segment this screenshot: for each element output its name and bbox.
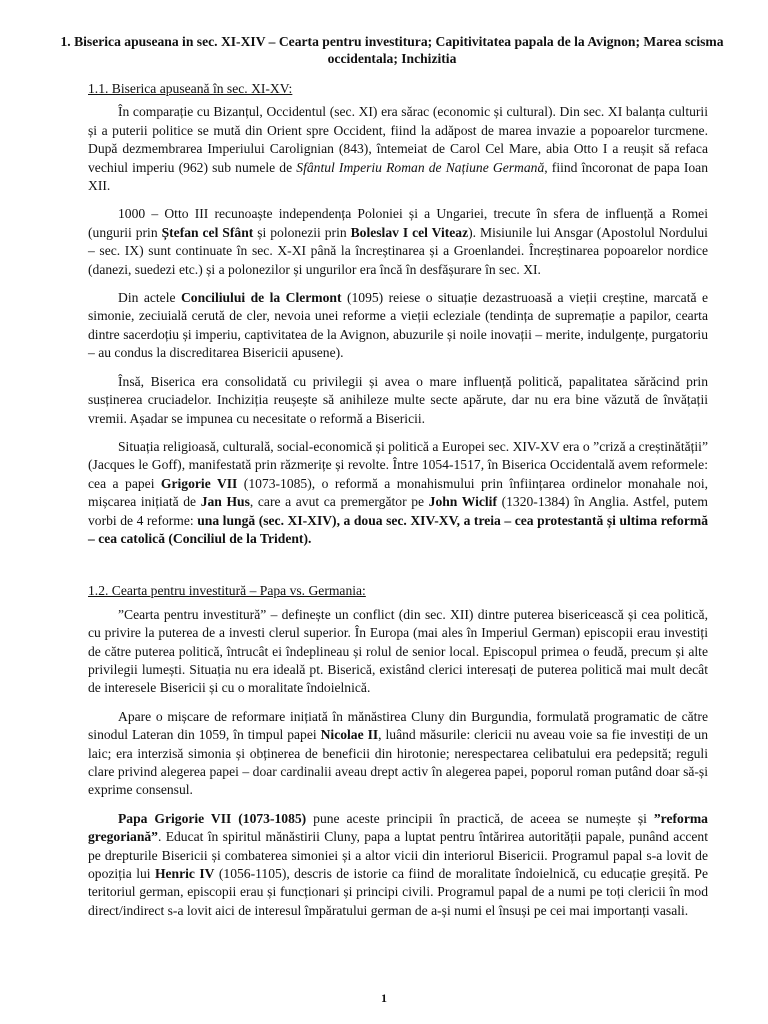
- text-run: , care a avut ca premergător pe: [249, 494, 429, 510]
- bold-text: Grigorie VII: [160, 475, 238, 491]
- paragraph: [88, 205, 708, 279]
- document-title: 1. Biserica apuseana in sec. XI-XIV – Cearta pentru investitura; Capitivitatea papala de la Avignon; Marea scisma occidentala; Inchizitia: [60, 34, 724, 66]
- text-run: În comparație cu Bizanțul, Occidentul (sec. XI) era sărac (economic și cultural). Din sec. XI balanța culturii și a puterii politice se mută din Orient spre Occident, fiind la adăpost de marea invazie a popoarelor turcmene. După dezmembrarea Imperiului Carolignian (843), întemeiat de Carol Cel Mare, abia Otto I a reușit să refaca vechiul imperiu (962) sub numele de: [88, 104, 708, 175]
- text-run: și polonezii prin: [253, 224, 351, 240]
- bold-text: Jan Hus: [200, 494, 250, 510]
- text-run: (1073-1085), o reformă a monahismului prin înființarea ordinelor monahale noi, mișcarea inițiată de: [88, 475, 708, 510]
- text-run: Însă, Biserica era consolidată cu privilegii și avea o mare influență politică, papalitatea sărăcind prin susținerea cruciadelor. Inchiziția reușește să anihileze multe secte apărute, dar nu era bine văzută de învățații vremii. Așadar se impunea cu necesitate o reformă a Bisericii.: [88, 373, 708, 426]
- bold-text: Boleslav I cel Viteaz: [350, 224, 469, 240]
- paragraph: [88, 103, 708, 195]
- text-run: , luând măsurile: clericii nu aveau voie sa fie investiți de un laic; era interzisă simonia și obținerea de beneficii din hirotonie; nerespectarea celibatului era pedepsită; reguli clare privind alegerea papei – doar cardinalii aveau drept activ în alegerea papei, poporul roman putând doar să-și exprime consensul.: [88, 727, 708, 798]
- section-heading: 1.2. Cearta pentru investitură – Papa vs. Germania:: [88, 583, 366, 599]
- paragraph: [88, 438, 708, 548]
- text-run: (1095) reiese o situație dezastruoasă a vieții creștine, marcată e simonie, zeciuială cerută de cler, nevoia unei reforme a vieții ecleziale (tendința de supremație a papilor, cearta dintre sacerdoțiu și imperiu, captivitatea de la Avignon, abuzurile și noile inovații – merite, indulgențe, purgatoriu – au condus la discreditarea Bisericii apusene).: [88, 290, 708, 361]
- bold-text: ”reforma gregoriană”: [88, 810, 708, 845]
- document-body: [88, 80, 708, 930]
- paragraph: [88, 810, 708, 920]
- text-run: . Educat în spiritul mănăstirii Cluny, papa a luptat pentru întărirea autorității papale, punând accent pe drepturile Bisericii și combaterea simoniei și a altor vicii din interiorul Bisericii. Programul papal s-a lovit de opoziția lui: [88, 829, 708, 882]
- bold-text: Papa Grigorie VII (1073-1085): [118, 810, 307, 826]
- bold-text: Ștefan cel Sfânt: [161, 224, 254, 240]
- paragraph: [88, 289, 708, 363]
- bold-text: John Wiclif: [428, 494, 497, 510]
- bold-text: Conciliului de la Clermont: [180, 290, 342, 306]
- section-1: [88, 80, 708, 548]
- paragraph: [88, 606, 708, 698]
- paragraph: [88, 373, 708, 428]
- page-number: 1: [381, 991, 387, 1005]
- bold-text: Nicolae II: [320, 727, 379, 743]
- text-run: (1320-1384) în Anglia. Astfel, putem vorbi de 4 reforme:: [88, 494, 709, 528]
- italic-text: Sfântul Imperiu Roman de Națiune Germană: [296, 159, 545, 175]
- section-heading: 1.1. Biserica apuseană în sec. XI-XV:: [88, 81, 293, 96]
- bold-text: Henric IV: [154, 866, 215, 882]
- text-run: Situația religioasă, culturală, social-economică și politică a Europei sec. XIV-XV era o ”criză a creștinătății” (Jacques le Goff), manifestată prin răzmerițe și revolte. Între 1054-1517, în Biserica Occidentală avem reformele: cea a papei: [88, 438, 708, 491]
- text-run: Apare o mișcare de reformare inițiată în mănăstirea Cluny din Burgundia, formulată programatic de către sinodul Lateran din 1059, în timpul papei: [88, 708, 708, 743]
- text-run: pune aceste principii în practică, de aceea se numește și: [306, 810, 654, 826]
- text-run: 1000 – Otto III recunoaște independența Poloniei și a Ungariei, trecute în sfera de influență a Romei (ungurii prin: [88, 206, 708, 240]
- text-run: ). Misiunile lui Ansgar (Apostolul Nordului – sec. IX) sunt continuate în sec. X-XI până la încreștinarea și a Groenlandei. Încreștinarea popoarelor nordice (danezi, suedezi etc.) și a polonezilor și ungurilor era încă în desfășurare în sec. XI.: [88, 224, 708, 277]
- text-run: ”Cearta pentru investitură” – definește un conflict (din sec. XII) dintre puterea bisericească și cea politică, cu privire la puterea de a investi clerul superior. În Europa (mai ales în Imperiul German) episcopii erau investiți de către puterea politică, întrucât ei îndeplineau și rolul de senior local. Episcopul primea o feudă, precum și alte privilegii lumești. Situația nu era ideală pt. Biserică, existând clerici interesați de puterea politică mai mult decât de interesele Bisericii și cu o moralitate îndoielnică.: [88, 606, 708, 696]
- paragraph: [88, 708, 708, 800]
- text-run: Din actele: [118, 290, 181, 306]
- text-run: , fiind încoronat de papa Ioan XII.: [88, 159, 708, 194]
- text-run: (1056-1105), descris de istorie ca fiind de moralitate îndoielnică, cu educație greșită. Pe teritoriul german, episcopii erau și funcționari și principi civili. Programul papal de a numi pe toți clericii în mod direct/indirect s-a lovit aici de interesul împăratului german de a-și numi el însuși pe cei mai importanți vasali.: [88, 866, 708, 918]
- bold-text: una lungă (sec. XI-XIV), a doua sec. XIV-XV, a treia – cea protestantă și ultima reformă – cea catolică (Conciliul de la Trident).: [88, 512, 708, 546]
- section-2: [88, 582, 708, 920]
